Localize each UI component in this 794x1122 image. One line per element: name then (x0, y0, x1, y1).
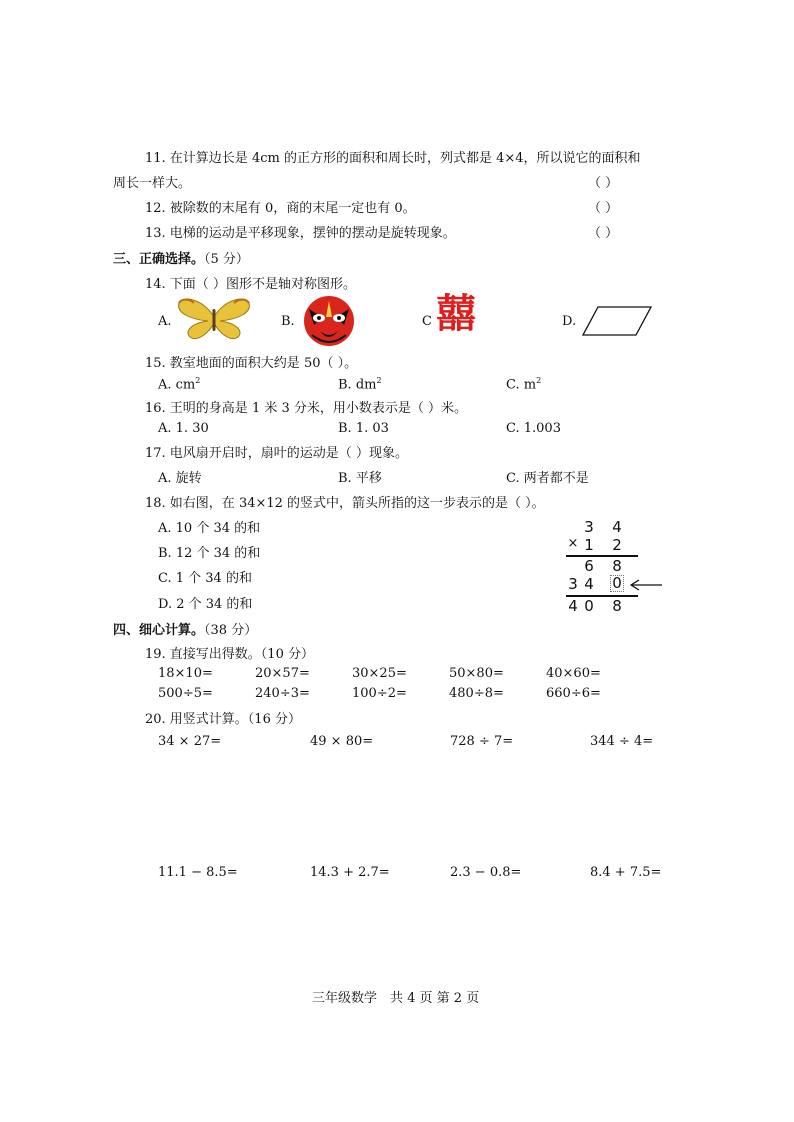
q14-option-d-label: D. (562, 314, 577, 329)
q14-option-b-label: B. (281, 314, 295, 329)
q19-item[interactable]: 20×57= (255, 666, 310, 681)
digit: 4 (568, 597, 578, 615)
q11-answer-blank[interactable]: （ ） (588, 176, 619, 191)
q19-item[interactable]: 500÷5= (158, 686, 213, 701)
q20-item[interactable]: 344 ÷ 4= (590, 734, 654, 749)
q19-text: 19. 直接写出得数。（10 分） (145, 647, 314, 662)
q18-text: 18. 如右图，在 34×12 的竖式中，箭头所指的这一步表示的是（ ）。 (145, 496, 545, 511)
q17-option-c[interactable]: C. 两者都不是 (506, 471, 589, 486)
q16-option-a[interactable]: A. 1. 30 (158, 421, 209, 436)
q14-option-c-label: C (422, 314, 432, 329)
q18-option-c[interactable]: C. 1 个 34 的和 (158, 571, 252, 586)
q18-option-d[interactable]: D. 2 个 34 的和 (158, 597, 253, 612)
q19-item[interactable]: 18×10= (158, 666, 213, 681)
q20-item[interactable]: 11.1 − 8.5= (158, 865, 238, 880)
divider-line (566, 555, 638, 557)
q14-text: 14. 下面（ ）图形不是轴对称图形。 (145, 277, 356, 292)
digit: 3 (568, 575, 578, 593)
q20-item[interactable]: 728 ÷ 7= (450, 734, 514, 749)
arrow-left-icon (628, 578, 664, 592)
q14-option-a-label: A. (158, 314, 172, 329)
digit: 2 (612, 536, 622, 554)
q18-option-a[interactable]: A. 10 个 34 的和 (158, 521, 261, 536)
page-footer: 三年级数学 共 4 页 第 2 页 (312, 991, 480, 1006)
q13-text: 13. 电梯的运动是平移现象，摆钟的摆动是旋转现象。 (145, 226, 456, 241)
digit: 8 (612, 557, 622, 575)
digit: 4 (584, 575, 594, 593)
q15-option-b[interactable]: B. $dm^2$ (338, 376, 382, 393)
section3-heading (113, 248, 249, 267)
parallelogram-icon (580, 304, 654, 338)
digit: 0 (584, 597, 594, 615)
section3-score: （5 分） (204, 252, 249, 267)
digit-placeholder: 0 (610, 575, 624, 592)
vertical-multiplication (566, 515, 666, 615)
q20-item[interactable]: 34 × 27= (158, 734, 222, 749)
q13-answer-blank[interactable]: （ ） (588, 226, 619, 241)
q12-text: 12. 被除数的末尾有 0，商的末尾一定也有 0。 (145, 201, 416, 216)
q16-text: 16. 王明的身高是 1 米 3 分米，用小数表示是（ ）米。 (145, 401, 468, 416)
q12-answer-blank[interactable]: （ ） (588, 201, 619, 216)
q15-option-a[interactable]: A. $cm^2$ (158, 376, 201, 393)
q11-line1: 11. 在计算边长是 4cm 的正方形的面积和周长时，列式都是 4×4，所以说它的面积和 (145, 151, 641, 166)
q15-option-c[interactable]: C. $m^2$ (506, 376, 542, 393)
q19-item[interactable]: 660÷6= (546, 686, 601, 701)
q19-item[interactable]: 480÷8= (449, 686, 504, 701)
section4-heading (113, 619, 257, 638)
q20-text: 20. 用竖式计算。（16 分） (145, 712, 301, 727)
double-happiness-icon: 囍 (436, 291, 476, 337)
butterfly-icon (176, 297, 252, 341)
opera-mask-icon (302, 295, 356, 347)
times-sign: × (567, 536, 579, 551)
q20-item[interactable]: 14.3 + 2.7= (310, 865, 390, 880)
q20-item[interactable]: 2.3 − 0.8= (450, 865, 522, 880)
digit: 8 (612, 597, 622, 615)
q19-item[interactable]: 240÷3= (255, 686, 310, 701)
q19-item[interactable]: 40×60= (546, 666, 601, 681)
q20-item[interactable]: 49 × 80= (310, 734, 374, 749)
section4-title: 四、细心计算。 (113, 623, 205, 638)
digit: 6 (584, 557, 594, 575)
q15-text: 15. 教室地面的面积大约是 50（ ）。 (145, 356, 358, 371)
digit: 1 (584, 536, 594, 554)
digit: 3 (584, 518, 594, 536)
q16-option-c[interactable]: C. 1.003 (506, 421, 561, 436)
q19-item[interactable]: 30×25= (352, 666, 407, 681)
q17-option-a[interactable]: A. 旋转 (158, 471, 202, 486)
q18-option-b[interactable]: B. 12 个 34 的和 (158, 546, 261, 561)
q20-item[interactable]: 8.4 + 7.5= (590, 865, 662, 880)
section4-score: （38 分） (204, 623, 258, 638)
q11-line2: 周长一样大。 (113, 176, 192, 191)
section3-title: 三、正确选择。 (113, 252, 205, 267)
q16-option-b[interactable]: B. 1. 03 (338, 421, 389, 436)
q19-item[interactable]: 100÷2= (352, 686, 407, 701)
digit: 4 (612, 518, 622, 536)
q19-item[interactable]: 50×80= (449, 666, 504, 681)
q17-text: 17. 电风扇开启时，扇叶的运动是（ ）现象。 (145, 446, 408, 461)
q17-option-b[interactable]: B. 平移 (338, 471, 382, 486)
